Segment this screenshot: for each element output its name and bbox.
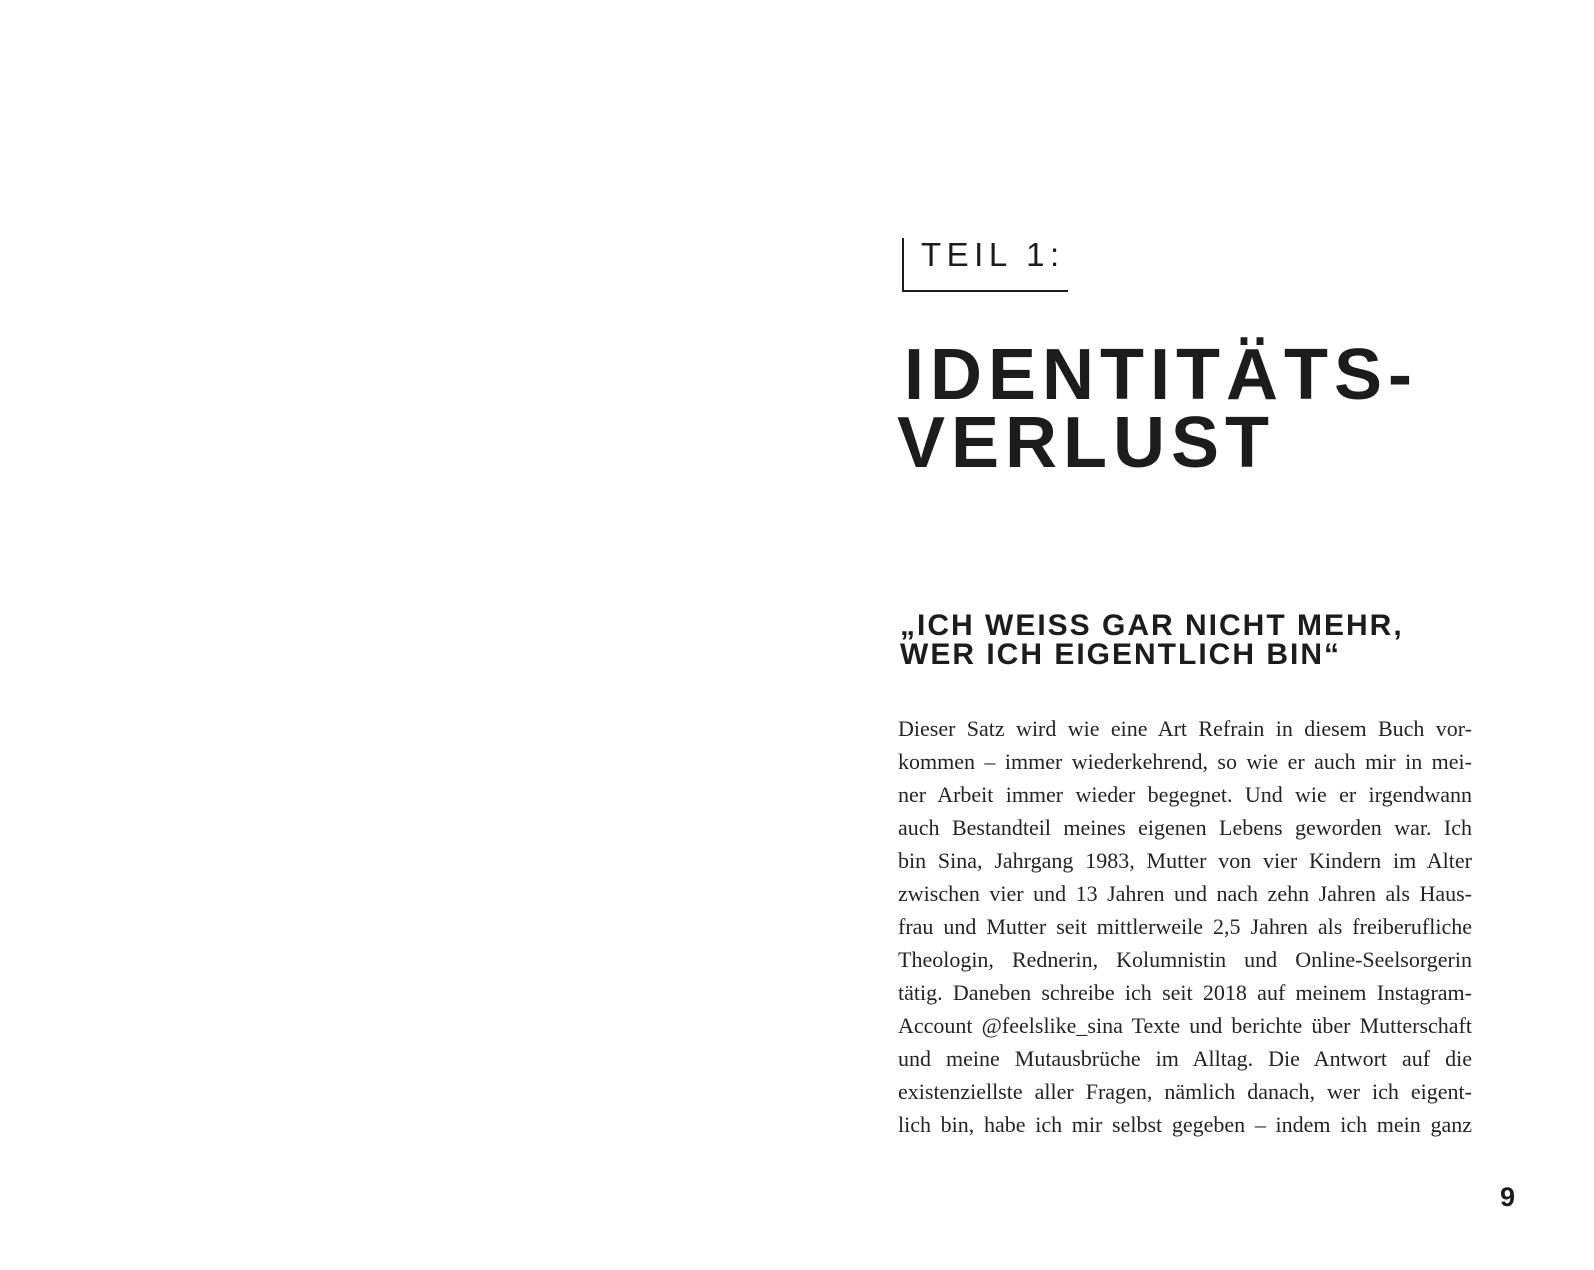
paragraph-line: Theologin, Rednerin, Kolumnistin und Online-Seelsorgerin [898, 947, 1472, 972]
section-heading-line2: WER ICH EIGENTLICH BIN“ [900, 637, 1341, 671]
paragraph-line: Account @feelslike_sina Texte und berichte über Mutterschaft [898, 1013, 1472, 1038]
paragraph-line: ner Arbeit immer wieder begegnet. Und wie er irgendwann [898, 782, 1472, 807]
paragraph-line: lich bin, habe ich mir selbst gegeben – indem ich mein ganz [898, 1112, 1472, 1137]
paragraph-line: kommen – immer wiederkehrend, so wie er auch mir in mei- [898, 749, 1472, 774]
paragraph-line: auch Bestandteil meines eigenen Lebens geworden war. Ich [898, 815, 1472, 840]
chapter-title-line1: IDENTITÄTS- [904, 335, 1418, 415]
paragraph-line: und meine Mutausbrüche im Alltag. Die Antwort auf die [898, 1046, 1472, 1071]
section-heading [900, 609, 1404, 671]
paragraph-line: frau und Mutter seit mittlerweile 2,5 Jahren als freiberufliche [898, 914, 1472, 939]
chapter-title-line2: VERLUST [897, 403, 1276, 483]
page-number: 9 [1500, 1182, 1516, 1212]
chapter-title [897, 335, 1418, 483]
part-label-box [902, 238, 1068, 292]
paragraph-line: existenziellste aller Fragen, nämlich danach, wer ich eigent- [898, 1079, 1472, 1104]
paragraph-line: zwischen vier und 13 Jahren und nach zehn Jahren als Haus- [898, 881, 1472, 906]
body-paragraph [898, 712, 1472, 1141]
paragraph-line: Dieser Satz wird wie eine Art Refrain in diesem Buch vor- [898, 716, 1472, 741]
section-heading-line1: „ICH WEISS GAR NICHT MEHR, [900, 609, 1404, 642]
part-label: TEIL 1: [921, 236, 1065, 273]
paragraph-line: tätig. Daneben schreibe ich seit 2018 auf meinem Instagram- [898, 980, 1472, 1005]
paragraph-line: bin Sina, Jahrgang 1983, Mutter von vier Kindern im Alter [898, 848, 1472, 873]
